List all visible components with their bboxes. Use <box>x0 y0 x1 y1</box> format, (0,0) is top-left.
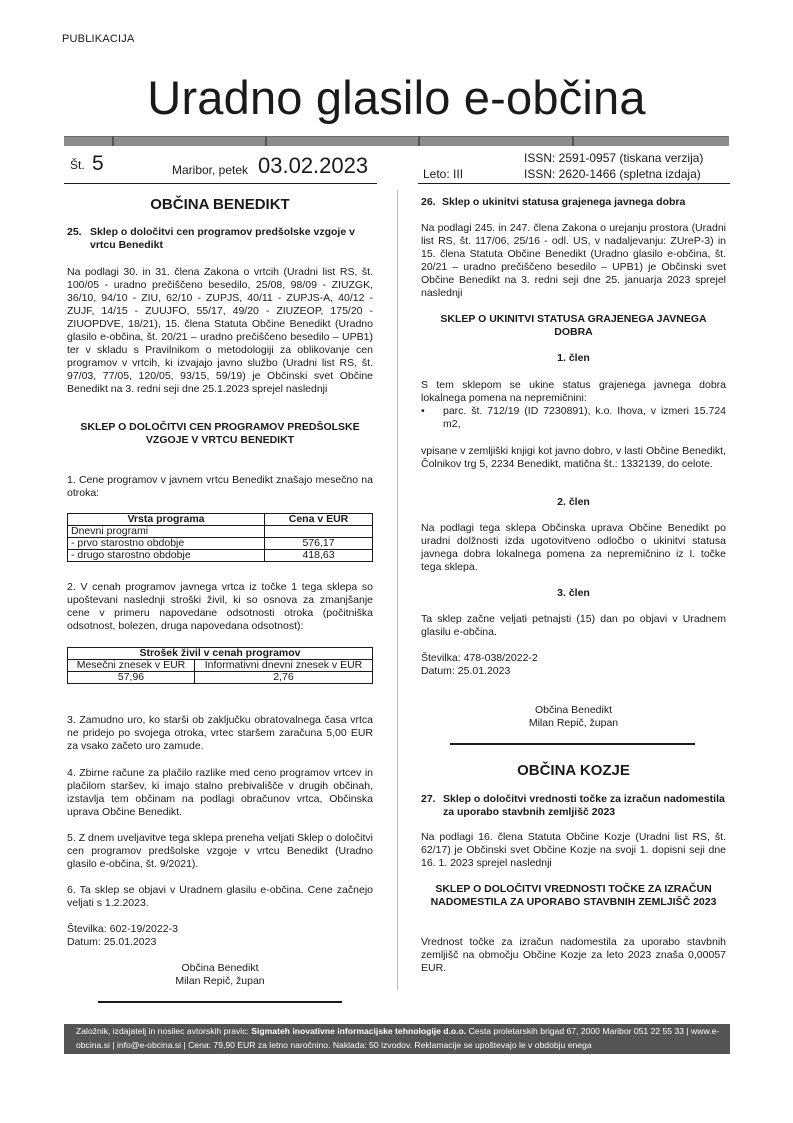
document-number: Številka: 478-038/2022-2 <box>421 652 538 664</box>
issue-label: Št. <box>70 158 85 172</box>
table-cell: - drugo starostno obdobje <box>68 550 265 562</box>
issn-online: ISSN: 2620-1466 (spletna izdaja) <box>524 167 701 181</box>
food-cost-table <box>67 647 373 684</box>
point-6: 6. Ta sklep se objavi v Uradnem glasilu e-občina. Cene začnejo veljati s 1.2.2023. <box>67 884 373 909</box>
signature-org: Občina Benedikt <box>534 704 613 716</box>
footer-prefix: Založnik, izdajatelj in nosilec avtorskih pravic: <box>76 1026 249 1036</box>
item-title: Sklep o določitvi vrednosti točke za izračun nadomestila za uporabo stavbnih zemljišč 2023 <box>443 793 725 818</box>
table-cell: 57,96 <box>68 672 195 684</box>
price-table <box>67 513 373 562</box>
table-cell: Dnevni programi <box>68 526 265 538</box>
issn-print: ISSN: 2591-0957 (tiskana verzija) <box>524 151 704 165</box>
footer-email-link[interactable]: info@e-obcina.si | <box>116 1040 186 1050</box>
footer-company: Sigmateh inovativne informacijske tehnologije d.o.o. <box>251 1026 467 1036</box>
header-underline-left <box>64 183 377 184</box>
issue-number: 5 <box>92 152 104 175</box>
section-rule <box>98 1001 342 1003</box>
signature-org: Občina Benedikt <box>181 962 259 974</box>
article-1-text: S tem sklepom se ukine status grajenega javnega dobra lokalnega pomena na nepremičnini: <box>421 379 726 404</box>
intro-paragraph: Na podlagi 16. člena Statuta Občine Kozje (Uradni list RS, št. 62/17) je Občinski svet Občine Kozje na svoji 1. dopisni seji dne 16. 1. 2023 sprejel naslednji <box>421 831 726 869</box>
point-2: 2. V cenah programov javnega vrtca iz točke 1 tega sklepa so upoštevani naslednji stroški živil, ki so osnova za zmanjšanje cene v primeru napovedane odsotnosti otroka (počitniška odsotnost, bolezen, druga napovedana odsotnost): <box>67 581 373 632</box>
masthead-bar <box>64 136 729 146</box>
intro-paragraph: Na podlagi 245. in 247. člena Zakona o urejanju prostora (Uradni list RS, št. 117/06, 25/16 - odl. US, v nadaljevanju: ZUreP-3) in 15. člena Statuta Občine Benedikt (Uradno glasilo e-občina, št. 20/21 – uradno prečiščeno besedilo – UPB1) je Občinski svet Občine Benedikt na 3. redni seji dne 25. januarja 2023 sprejel naslednji <box>421 222 726 299</box>
item-number: 27. <box>421 793 436 805</box>
bullet-icon: • <box>421 405 425 417</box>
decision-title: SKLEP O DOLOČITVI VREDNOSTI TOČKE ZA IZRAČUN NADOMESTILA ZA UPORABO STAVBNIH ZEMLJIŠČ 2023 <box>430 883 717 908</box>
table-cell: 418,63 <box>265 550 373 562</box>
table-cell: 576,17 <box>265 538 373 550</box>
decision-title: SKLEP O DOLOČITVI CEN PROGRAMOV PREDŠOLSKE VZGOJE V VRTCU BENEDIKT <box>80 421 360 446</box>
bar-tick <box>112 136 114 146</box>
table-cell: - prvo starostno obdobje <box>68 538 265 550</box>
item-title: Sklep o določitvi cen programov predšolske vzgoje v vrtcu Benedikt <box>90 226 355 251</box>
article-heading: 2. člen <box>557 496 590 508</box>
section-rule <box>450 743 695 745</box>
table-header: Informativni dnevni znesek v EUR <box>195 660 373 672</box>
document-number: Številka: 602-19/2022-3 <box>67 923 178 935</box>
intro-paragraph: Na podlagi 30. in 31. člena Zakona o vrtcih (Uradni list RS, št. 100/05 - uradno prečiščeno besedilo, 25/08, 98/09 - ZIUZGK, 36/10, 94/10 - ZIU, 62/10 - ZUPJS, 40/11 - ZUPJS-A, 40/12 - ZUJF, 14/15 - ZUUJFO, 55/17, 49/20 - ZIUZEOP, 175/20 - ZIUOPDVE, 18/21), 15. člena Statuta Občine Benedikt (Uradno glasilo e-občina, št. 20/21 – uradno prečiščeno besedilo – UPB1) ter v skladu s Pravilnikom o metodologiji za oblikovanje cen programov v vrtcih, ki izvajajo javno službo (Uradni list RS, št. 97/03, 77/05, 120/05, 93/15, 59/19) je Občinski svet Občine Benedikt na 3. redni seji dne 25.1.2023 sprejel naslednji <box>67 266 373 395</box>
decision-text: Vrednost točke za izračun nadomestila za uporabo stavbnih zemljišč na območju Občine Kozje za leto 2023 znaša 0,00057 EUR. <box>421 936 726 974</box>
table-header: Vrsta programa <box>68 514 265 526</box>
article-2-text: Na podlagi tega sklepa Občinska uprava Občine Benedikt po uradni dolžnosti izda ugotovitveno odločbo o ukinitvi statusa javnega dobra lokalnega pomena za nepremičnino iz I. točke tega sklepa. <box>421 522 726 573</box>
bar-tick <box>572 136 574 146</box>
column-divider <box>397 190 398 990</box>
parcel-bullet: parc. št. 712/19 (ID 7230891), k.o. Ihova, v izmeri 15.724 m2, <box>443 405 726 430</box>
table-row <box>68 538 373 550</box>
table-title: Strošek živil v cenah programov <box>68 648 373 660</box>
item-number: 25. <box>67 226 82 238</box>
issue-date: 03.02.2023 <box>258 153 369 178</box>
item-number: 26. <box>421 196 436 208</box>
table-header: Mesečni znesek v EUR <box>68 660 195 672</box>
point-5: 5. Z dnem uveljavitve tega sklepa preneha veljati Sklep o določitvi cen programov predšolske vzgoje v vrtcu Benedikt (Uradno glasilo e-občina, št. 9/2021). <box>67 832 373 870</box>
article-3-text: Ta sklep začne veljati petnajsti (15) dan po objavi v Uradnem glasilu e-občina. <box>421 613 726 638</box>
masthead-title: Uradno glasilo e-občina <box>147 71 646 124</box>
signature-name: Milan Repič, župan <box>528 717 619 729</box>
publisher-footer <box>64 1024 730 1054</box>
table-cell: 2,76 <box>195 672 373 684</box>
bar-tick <box>418 136 420 146</box>
header-underline-right <box>418 183 730 184</box>
municipality-heading: OBČINA BENEDIKT <box>150 196 290 213</box>
point-1: 1. Cene programov v javnem vrtcu Benedikt znašajo mesečno na otroka: <box>67 474 373 499</box>
article-heading: 1. člen <box>557 352 590 364</box>
signature-name: Milan Repič, župan <box>175 975 265 987</box>
article-1-text-2: vpisane v zemljiški knjigi kot javno dobro, v lasti Občine Benedikt, Čolnikov trg 5, 2234 Benedikt, matična št.: 1332139, do celote. <box>421 445 726 470</box>
document-date: Datum: 25.01.2023 <box>421 665 511 677</box>
municipality-heading: OBČINA KOZJE <box>517 762 630 779</box>
document-date: Datum: 25.01.2023 <box>67 936 157 948</box>
point-3: 3. Zamudno uro, ko starši ob zaključku obratovalnega časa vrtca ne pridejo po svojega otroka, vrtec staršem zaračuna 5,00 EUR za vsako začeto uro zamude. <box>67 714 373 752</box>
table-header: Cena v EUR <box>265 514 373 526</box>
decision-title: SKLEP O UKINITVI STATUSA GRAJENEGA JAVNEGA DOBRA <box>440 313 707 338</box>
table-row <box>68 550 373 562</box>
table-cell <box>265 526 373 538</box>
footer-web-link[interactable]: www.e-obcina.si | <box>76 1026 720 1050</box>
item-title: Sklep o ukinitvi statusa grajenega javnega dobra <box>442 196 686 208</box>
table-row <box>68 526 373 538</box>
article-heading: 3. člen <box>557 587 590 599</box>
point-4: 4. Zbirne račune za plačilo razlike med ceno programov vrtcev in plačilom staršev, ki imajo stalno prebivališče v drugih občinah, izstavlja tem občinam na podlagi obračunov vrtca, Občinska uprava Občine Benedikt. <box>67 767 373 818</box>
publication-label: PUBLIKACIJA <box>62 33 135 45</box>
table-row <box>68 672 373 684</box>
footer-address: Cesta proletarskih brigad 67, 2000 Maribor 051 22 55 33 | <box>468 1026 689 1036</box>
footer-rest: Cena: 79,90 EUR za letno naročnino. Naklada: 50 izvodov. Reklamacije se upoštevajo le v obdobju enega <box>188 1040 592 1050</box>
year-label: Leto: III <box>423 167 464 181</box>
bar-tick <box>265 136 267 146</box>
place-date-label: Maribor, petek <box>172 163 249 177</box>
